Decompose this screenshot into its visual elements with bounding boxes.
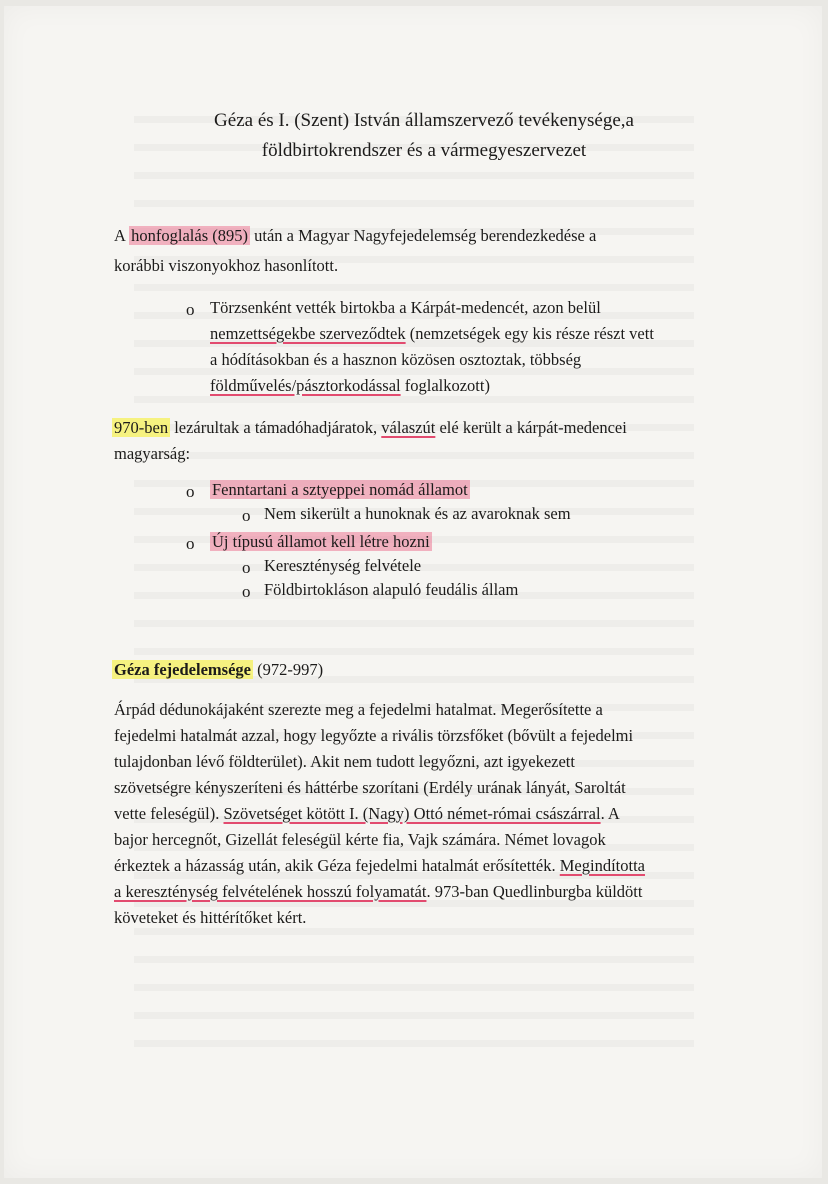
intro-line-1 — [114, 224, 596, 248]
option1-marker: o — [186, 482, 195, 501]
title-line-2: földbirtokrendszer és a vármegyeszervezet — [261, 140, 587, 161]
geza-line-4: szövetségre kényszeríteni és háttérbe szorítani (Erdély urának lányát, Saroltát — [114, 778, 626, 797]
bullet1-line-2 — [210, 322, 654, 346]
option2-marker: o — [186, 534, 195, 553]
highlight-honfoglalas: honfoglalás (895) — [131, 226, 248, 245]
geza-text-7: érkeztek a házasság után, akik Géza fejedelmi hatalmát erősítették. — [114, 856, 560, 875]
document-page — [4, 6, 822, 1178]
bullet1-line-3: a hódításokban és a hasznon közösen osztoztak, többség — [210, 350, 582, 369]
highlight-option2: Új típusú államot kell létre hozni — [212, 532, 430, 551]
underline-nemzetsegek: nemzettségekbe szerveződtek — [210, 324, 406, 343]
geza-line-6: bajor hercegnőt, Gizellát feleségül kérte fia, Vajk számára. Német lovagok — [114, 830, 606, 849]
geza-line-3: tulajdonban lévő földterület). Akit nem tudott legyőzni, azt igyekezett — [114, 752, 575, 771]
option2-sub1-marker: o — [242, 558, 251, 577]
underline-valaszut: válaszút — [381, 418, 436, 437]
option2-text — [210, 530, 432, 554]
bullet1-line-1: Törzsenként vették birtokba a Kárpát-medencét, azon belül — [210, 298, 601, 317]
geza-line-5 — [114, 802, 620, 826]
underline-szovetseg: Szövetséget kötött I. (Nagy) Ottó német-római császárral — [223, 804, 601, 823]
geza-text: vette feleségül). — [114, 804, 224, 823]
geza-heading — [112, 658, 323, 682]
geza-text-end: . A — [600, 804, 620, 823]
geza-line-2: fejedelmi hatalmát azzal, hogy legyőzte a rivális törzsfőket (bővült a fejedelmi — [114, 726, 634, 745]
option1-sub-marker: o — [242, 506, 251, 525]
underline-keresztenyseg: a kereszténység felvételének hosszú folyamatát — [114, 882, 427, 901]
intro-text-rest: után a Magyar Nagyfejedelemség berendezkedése a — [250, 226, 597, 245]
geza-text-8: . 973-ban Quedlinburgba küldött — [426, 882, 643, 901]
intro-line-2: korábbi viszonyokhoz hasonlított. — [114, 256, 339, 275]
option2-sub1: Kereszténység felvétele — [264, 556, 422, 575]
underline-megindította: Megindította — [559, 856, 645, 875]
document-title — [114, 106, 734, 166]
bullet1-line-4 — [210, 374, 490, 398]
para-970-line-2: magyarság: — [114, 444, 191, 463]
intro-text: A — [114, 226, 130, 245]
para-970-text: lezárultak a támadóhadjáratok, — [170, 418, 382, 437]
bullet-marker: o — [186, 300, 195, 319]
geza-line-7 — [114, 854, 645, 878]
geza-line-1: Árpád dédunokájaként szerezte meg a fejedelmi hatalmat. Megerősítette a — [114, 700, 603, 719]
geza-line-8 — [114, 880, 642, 904]
title-line-1: Géza és I. (Szent) István államszervező tevékenysége,a — [214, 110, 634, 131]
option2-sub2: Földbirtokláson alapuló feudális állam — [264, 580, 519, 599]
option1-text — [210, 478, 470, 502]
option1-sub: Nem sikerült a hunoknak és az avaroknak sem — [264, 504, 571, 523]
bullet1-text: (nemzetségek egy kis része részt vett — [405, 324, 654, 343]
highlight-970: 970-ben — [114, 418, 169, 437]
geza-years: (972-997) — [252, 660, 324, 679]
option2-sub2-marker: o — [242, 582, 251, 601]
highlight-geza-heading: Géza fejedelemsége — [114, 660, 251, 679]
geza-line-9: követeket és hittérítőket kért. — [114, 908, 307, 927]
bullet1-text-end: foglalkozott) — [400, 376, 490, 395]
highlight-option1: Fenntartani a sztyeppei nomád államot — [212, 480, 468, 499]
para-970-line-1 — [112, 416, 627, 440]
para-970-text-end: elé került a kárpát-medencei — [435, 418, 627, 437]
underline-foldmuveles: földművelés/pásztorkodással — [210, 376, 401, 395]
